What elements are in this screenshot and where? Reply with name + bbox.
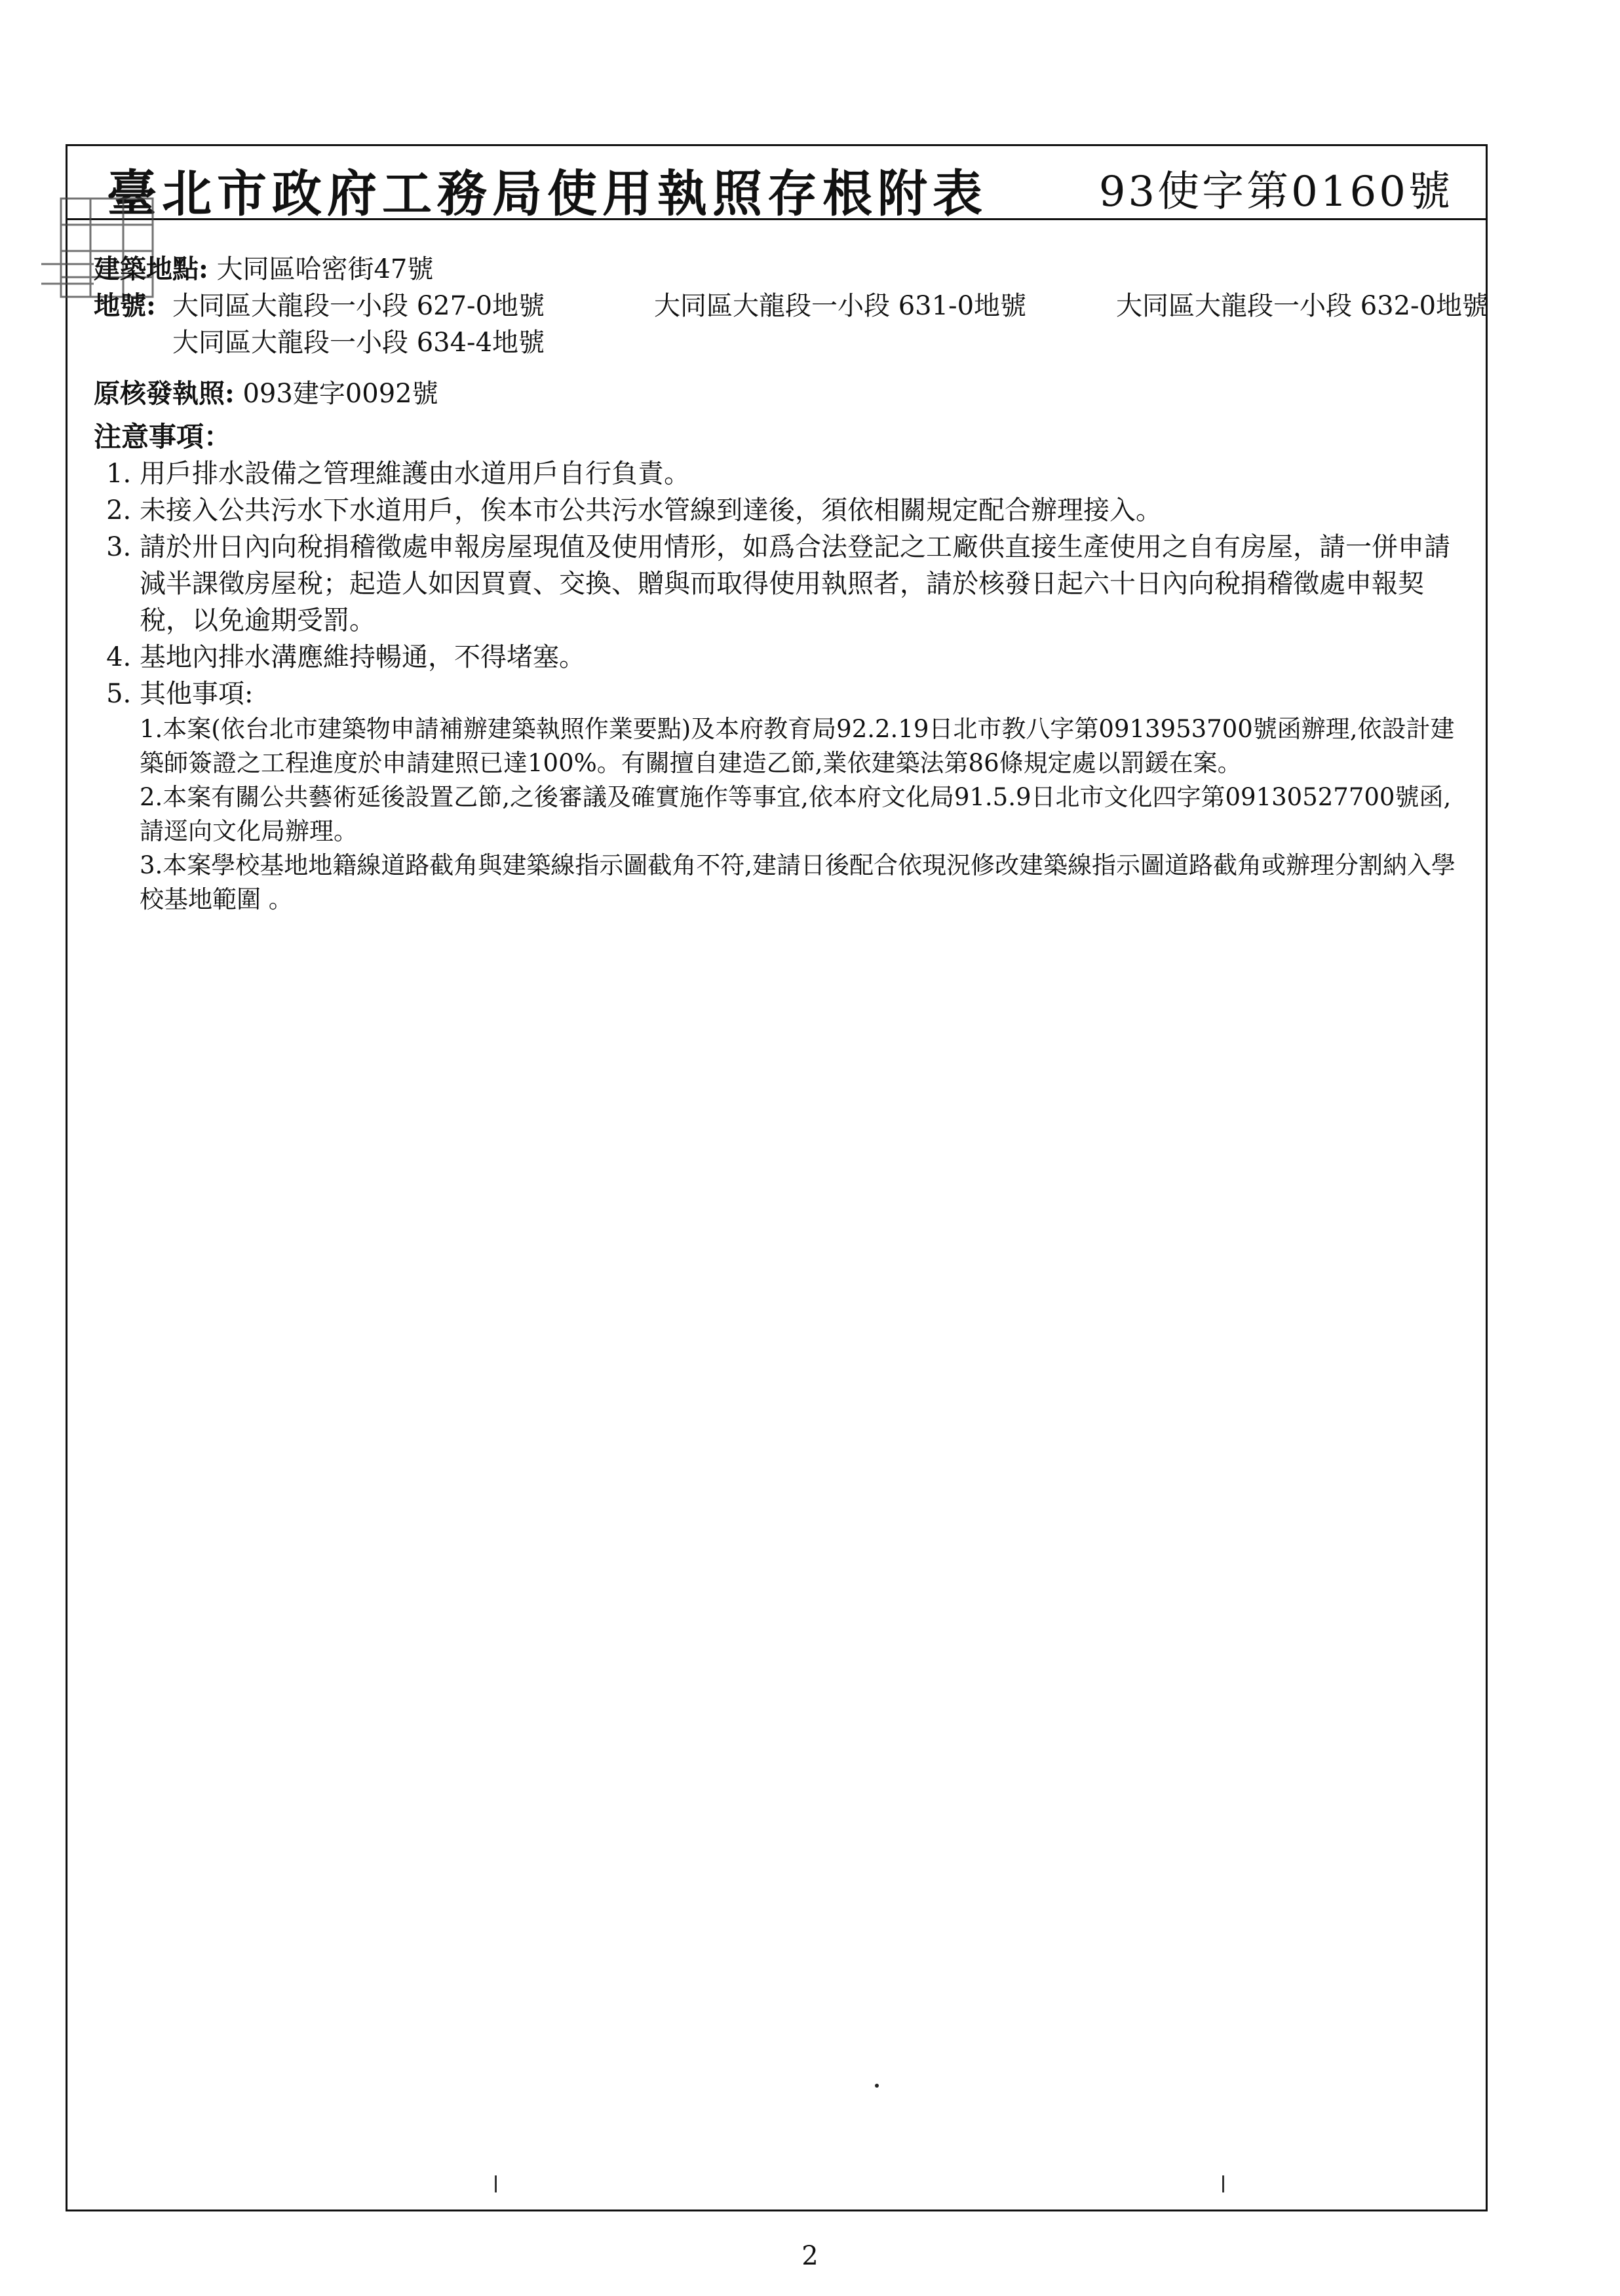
original-permit-label: 原核發執照:	[94, 378, 235, 409]
form-frame	[66, 144, 1488, 2211]
scan-speck	[875, 2084, 879, 2088]
note-item: 1. 用戶排水設備之管理維護由水道用戶自行負責。	[140, 455, 1459, 492]
original-permit-row	[94, 375, 1459, 412]
permit-number: 93使字第0160號	[1098, 168, 1453, 216]
note-item: 3. 請於卅日內向稅捐稽徵處申報房屋現值及使用情形，如爲合法登記之工廠供直接生產使用之自有房屋，請一併申請減半課徵房屋稅；起造人如因買賣、交換、贈與而取得使用執照者，請於核發日起六十日內向稅捐稽徵處申報契稅，以免逾期受罰。	[140, 529, 1459, 639]
site-value: 大同區哈密街47號	[216, 254, 434, 284]
scan-mark	[495, 2175, 497, 2192]
scan-mark	[1222, 2175, 1224, 2192]
note-other-label: 其他事項:	[140, 679, 254, 709]
form-title: 臺北市政府工務局使用執照存根附表	[107, 164, 988, 223]
other-items	[140, 712, 1459, 917]
lot-item: 大同區大龍段一小段 634-4地號	[172, 328, 545, 358]
lot-rows	[94, 288, 1489, 361]
other-item: 1.本案(依台北市建築物申請補辦建築執照作業要點)及本府教育局92.2.19日北市教八字第0913953700號函辦理,依設計建築師簽證之工程進度於申請建照已達100%。有關擅自建造乙節,業依建築法第86條規定處以罰鍰在案。	[140, 715, 1455, 777]
site-label: 建築地點:	[94, 254, 208, 284]
lot-item: 大同區大龍段一小段 631-0地號	[654, 291, 1027, 321]
title-row	[68, 146, 1486, 223]
lot-label: 地號:	[94, 290, 156, 321]
original-permit-value: 093建字0092號	[242, 379, 438, 409]
lot-item: 大同區大龍段一小段 627-0地號	[172, 291, 545, 321]
other-item: 3.本案學校基地地籍線道路截角與建築線指示圖截角不符,建請日後配合依現況修改建築線指示圖道路截角或辦理分割納入學校基地範圍 。	[140, 851, 1456, 913]
note-item: 2. 未接入公共污水下水道用戶，俟本市公共污水管線到達後，須依相關規定配合辦理接入。	[140, 492, 1459, 529]
site-row	[94, 251, 1459, 288]
note-item: 4. 基地內排水溝應維持暢通，不得堵塞。	[140, 639, 1459, 676]
other-item: 2.本案有關公共藝術延後設置乙節,之後審議及確實施作等事宜,依本府文化局91.5.9日北市文化四字第09130527700號函,請逕向文化局辦理。	[140, 783, 1452, 845]
notes-list	[94, 455, 1459, 917]
lot-item: 大同區大龍段一小段 632-0地號	[1116, 291, 1489, 321]
content	[94, 251, 1489, 917]
notes-heading: 注意事項：	[94, 421, 232, 453]
note-item-other	[140, 676, 1459, 917]
page-number: 2	[801, 2241, 819, 2271]
